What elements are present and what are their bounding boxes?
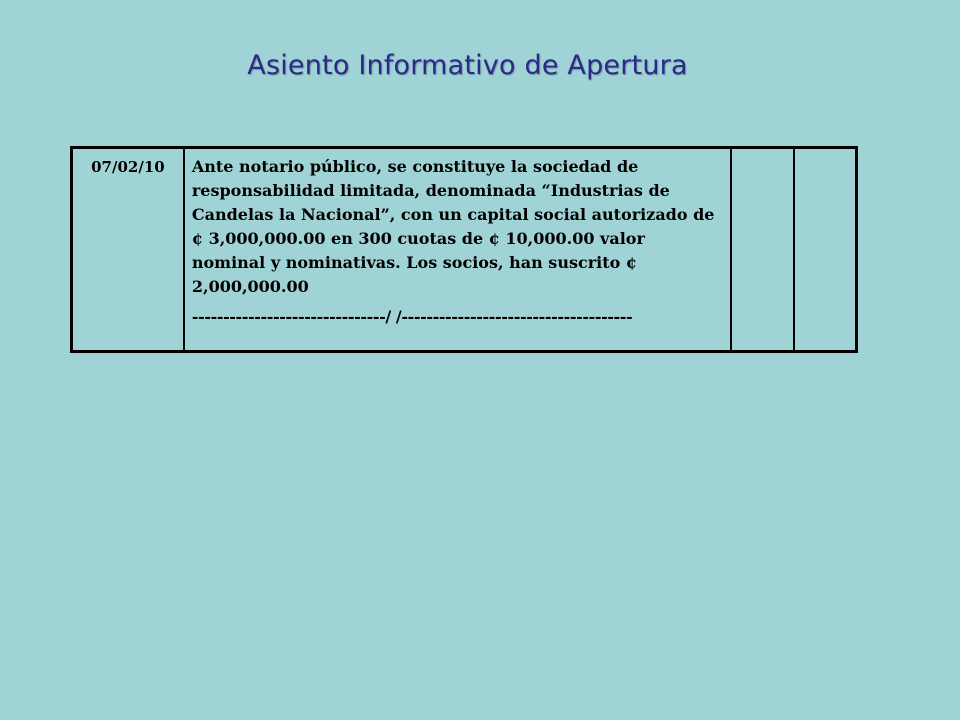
journal-entry-table xyxy=(70,146,858,353)
credit-cell xyxy=(794,148,856,352)
entry-date: 07/02/10 xyxy=(72,148,184,352)
entry-description-cell xyxy=(184,148,731,352)
slide-title: Asiento Informativo de Apertura xyxy=(247,50,688,81)
journal-entry-row xyxy=(72,148,857,352)
entry-description: Ante notario público, se constituye la sociedad de responsabilidad limitada, denominada “Industrias de Candelas la Nacional”, con un capital social autorizado de ¢ 3,000,000.00 en 300 cuotas de ¢ 10,000.00 valor nominal y nominativas. Los socios, han suscrito ¢ 2,000,000.00 xyxy=(191,157,715,296)
debit-cell xyxy=(731,148,794,352)
entry-separator-line: -------------------------------/ /------------------------------------- xyxy=(191,307,633,326)
